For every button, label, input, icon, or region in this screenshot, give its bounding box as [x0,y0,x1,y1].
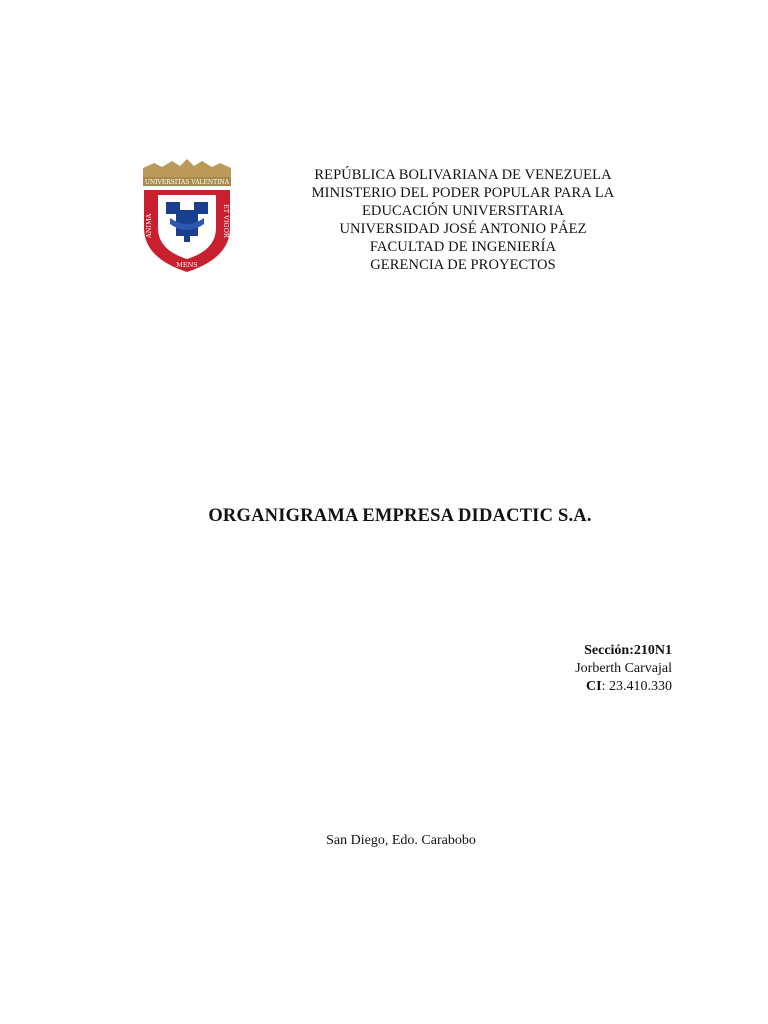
svg-text:MENS: MENS [176,261,198,269]
header-line-republic: REPÚBLICA BOLIVARIANA DE VENEZUELA [314,167,612,183]
header-line-ministry: MINISTERIO DEL PODER POPULAR PARA LA [311,185,615,201]
id-label: CI [586,679,602,694]
svg-text:UNIVERSITAS VALENTINA: UNIVERSITAS VALENTINA [144,179,230,186]
header-line-education: EDUCACIÓN UNIVERSITARIA [361,203,565,219]
id-number-line [575,678,672,696]
section-label: Sección:210N1 [584,643,672,658]
header-line-university: UNIVERSIDAD JOSÉ ANTONIO PÁEZ [339,221,587,237]
id-value: : 23.410.330 [601,679,672,694]
svg-text:ANIMA: ANIMA [145,213,153,238]
university-seal-logo [140,158,234,276]
header-line-department: GERENCIA DE PROYECTOS [370,257,556,273]
institution-header [290,166,636,274]
svg-text:ET VIGOR: ET VIGOR [222,204,230,238]
author-name: Jorberth Carvajal [575,661,672,676]
header-line-faculty: FACULTAD DE INGENIERÍA [369,239,557,255]
place-footer: San Diego, Edo. Carabobo [326,833,476,848]
author-info [575,642,672,696]
document-title: ORGANIGRAMA EMPRESA DIDACTIC S.A. [208,506,592,526]
